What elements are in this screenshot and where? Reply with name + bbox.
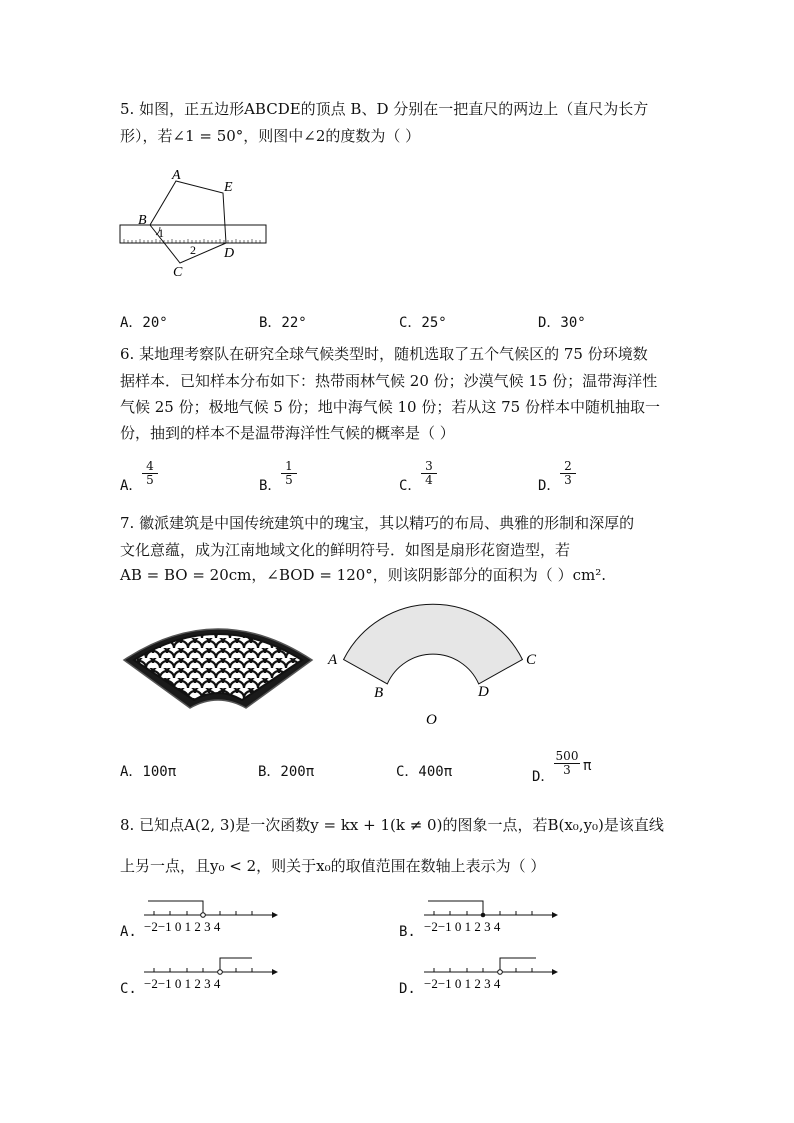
q7-option-d-fraction: $\frac{500}{3}$ [555,749,579,777]
q5-option-c[interactable]: C．25° [399,315,447,331]
q6-option-d-fraction: $\frac{2}{3}$ [560,460,576,487]
q6-option-d-letter[interactable]: D． [538,478,561,494]
q6-option-b-fraction: $\frac{1}{5}$ [281,460,297,487]
q5-label-2: 2 [190,243,196,257]
q5-option-b[interactable]: B．22° [259,315,307,331]
q6-stem-line4: 份，抽到的样本不是温带海洋性气候的概率是（ ） [120,424,455,442]
q8-option-a[interactable]: A. [120,924,137,940]
q8-option-b[interactable]: B. [399,924,416,940]
q6-option-c-fraction: $\frac{3}{4}$ [421,460,437,487]
q7-stem-line3: AB = BO = 20cm，∠BOD = 120°，则该阴影部分的面积为（ ）cm². [120,566,606,584]
q5-label-C: C [173,265,183,280]
q7-label-B: B [374,685,384,701]
q5-option-d[interactable]: D．30° [538,315,586,331]
q8-option-c[interactable]: C. [120,981,137,997]
q6-option-b-letter[interactable]: B． [259,478,282,494]
q5-label-1: 1 [158,226,164,240]
q8-option-d[interactable]: D. [399,981,416,997]
q6-stem-line2: 据样本．已知样本分布如下：热带雨林气候 20 份；沙漠气候 15 份；温带海洋性 [120,372,658,390]
q7-label-O: O [426,712,437,728]
q7-stem-line1: 7. 徽派建筑是中国传统建筑中的瑰宝，其以精巧的布局、典雅的形制和深厚的 [120,514,635,532]
q5-stem-line2: 形），若∠1 = 50°，则图中∠2的度数为（ ） [120,127,421,145]
q6-option-a-letter[interactable]: A． [120,478,143,494]
q8-option-d-ticks: −2−1 0 1 2 3 4 [424,976,501,991]
q7-option-a[interactable]: A．100π [120,764,177,780]
q8-option-c-numberline [140,954,280,996]
q7-label-C: C [526,652,537,668]
q7-label-D: D [478,684,489,700]
q5-label-B: B [138,213,147,228]
q6-stem-line3: 气候 25 份；极地气候 5 份；地中海气候 10 份；若从这 75 份样本中随机抽取一 [120,398,660,416]
q7-option-d-letter[interactable]: D． [532,769,555,785]
q5-option-a[interactable]: A．20° [120,315,168,331]
q7-fan-window-photo [118,608,318,718]
q7-option-c[interactable]: C．400π [396,764,453,780]
q7-option-b[interactable]: B．200π [258,764,315,780]
q8-option-b-ticks: −2−1 0 1 2 3 4 [424,919,501,934]
q5-pentagon-ruler-figure [110,165,280,280]
q7-option-d-pi: π [583,758,592,774]
q8-option-a-numberline [140,897,280,939]
q7-sector-diagram [326,580,546,730]
q8-option-d-numberline [420,954,560,996]
q8-option-c-ticks: −2−1 0 1 2 3 4 [144,976,221,991]
q5-label-A: A [172,168,181,183]
q8-stem-line2: 上另一点，且y₀ < 2，则关于x₀的取值范围在数轴上表示为（ ） [120,857,546,875]
q6-option-c-letter[interactable]: C． [399,478,422,494]
q5-stem-line1: 5. 如图，正五边形ABCDE的顶点 B、D 分别在一把直尺的两边上（直尺为长方 [120,100,649,118]
q5-label-E: E [224,180,233,195]
q7-stem-line2: 文化意蕴，成为江南地域文化的鲜明符号．如图是扇形花窗造型，若 [120,541,571,559]
q6-option-a-fraction: $\frac{4}{5}$ [142,460,158,487]
q6-stem-line1: 6. 某地理考察队在研究全球气候类型时，随机选取了五个气候区的 75 份环境数 [120,345,648,363]
q5-label-D: D [224,246,235,261]
q8-stem-line1: 8. 已知点A(2, 3)是一次函数y = kx + 1(k ≠ 0)的图象一点，若B(x₀,y₀)是该直线 [120,816,664,834]
q8-option-a-ticks: −2−1 0 1 2 3 4 [144,919,221,934]
q8-option-b-numberline [420,897,560,939]
q7-label-A: A [328,652,338,668]
